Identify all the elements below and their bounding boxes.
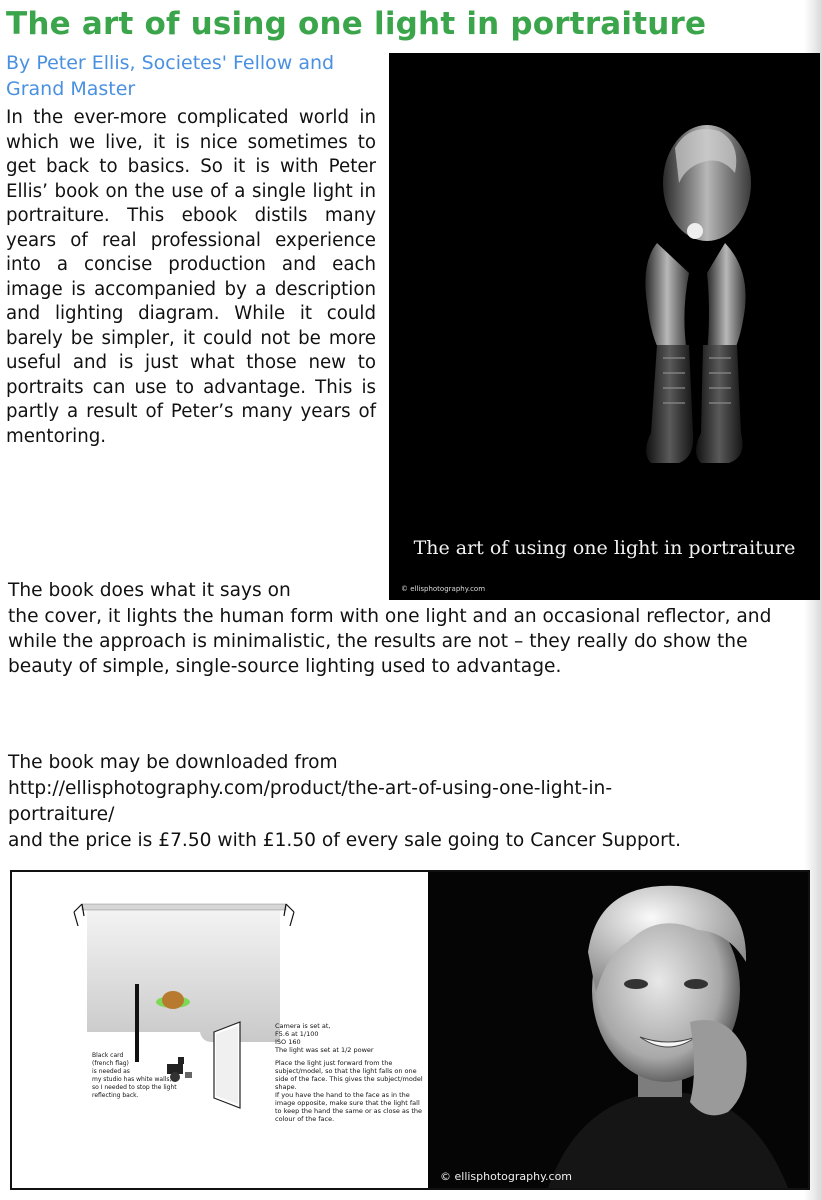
- light-power-setting: The light was set at 1/2 power: [275, 1046, 374, 1054]
- download-link-continued[interactable]: portraiture/: [8, 804, 115, 825]
- lighting-example-panel: [10, 870, 810, 1190]
- black-card-note: Black card (french flag) is needed as my studio has white walls, so I needed to stop the light reflecting back.: [92, 1052, 177, 1099]
- download-intro: The book may be downloaded from: [8, 752, 338, 773]
- aperture-setting: F5.6 at 1/100: [275, 1030, 319, 1038]
- download-paragraph: [8, 750, 808, 854]
- cover-credit: © ellisphotography.com: [401, 585, 486, 593]
- iso-setting: ISO 160: [275, 1038, 301, 1046]
- review-paragraph: the cover, it lights the human form with one light and an occasional reflector, and while the approach is minimalistic, the results are not – they really do show the beauty of simple, single-source lighting used to advantage.: [8, 606, 772, 677]
- hand-note: If you have the hand to the face as in the image opposite, make sure that the light fall to keep the hand the same or as close as the colour of the face.: [275, 1091, 423, 1123]
- book-cover-image: [389, 53, 820, 600]
- review-paragraph-first-line: The book does what it says on: [8, 580, 291, 601]
- cover-title: The art of using one light in portraiture: [413, 537, 796, 559]
- portrait-illustration: [428, 872, 808, 1188]
- article-title: The art of using one light in portraiture: [6, 6, 707, 42]
- lighting-diagram: [12, 872, 432, 1188]
- cover-figure-illustration: [389, 53, 820, 600]
- price-note: and the price is £7.50 with £1.50 of every sale going to Cancer Support.: [8, 830, 681, 851]
- download-link[interactable]: http://ellisphotography.com/product/the-art-of-using-one-light-in-: [8, 778, 613, 799]
- lighting-notes: [275, 1022, 427, 1123]
- camera-setting: Camera is set at,: [275, 1022, 331, 1030]
- placement-note: Place the light just forward from the subject/model, so that the light falls on one side of the face. This gives the subject/model shape.: [275, 1059, 423, 1091]
- intro-paragraph: In the ever-more complicated world in which we live, it is nice sometimes to get back to basics. So it is with Peter Ellis’ book on the use of a single light in portraiture. This ebook distils many years of real professional experience into a concise production and each image is accompanied by a description and lighting diagram. While it could barely be simpler, it could not be more useful and is just what those new to portraits can use to advantage. This is partly a result of Peter’s many years of mentoring.: [6, 107, 376, 447]
- portrait-photo: [428, 872, 808, 1188]
- photo-credit: © ellisphotography.com: [440, 1170, 573, 1183]
- article-byline: By Peter Ellis, Societes' Fellow and Grand Master: [6, 52, 335, 100]
